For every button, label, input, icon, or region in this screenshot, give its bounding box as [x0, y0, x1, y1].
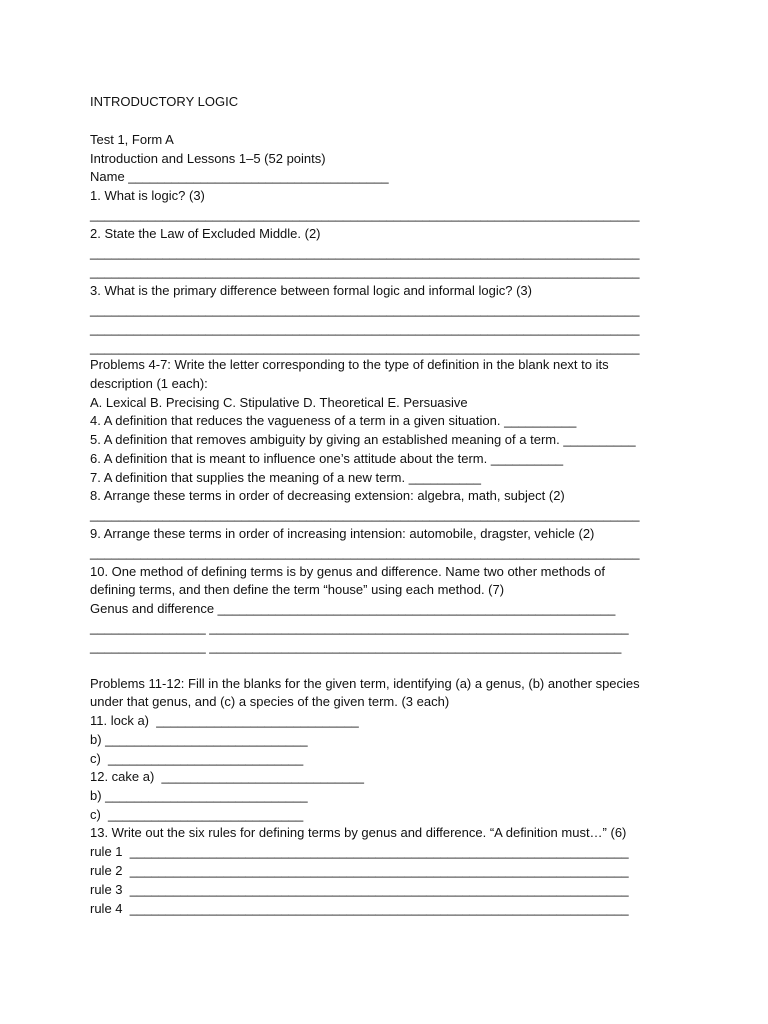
definition-options: A. Lexical B. Precising C. Stipulative D. Theoretical E. Persuasive: [90, 395, 468, 410]
question-2: 2. State the Law of Excluded Middle. (2): [90, 226, 321, 241]
question-13: 13. Write out the six rules for defining terms by genus and difference. “A definition must…” (6): [90, 825, 627, 840]
answer-line: ____________________________________________________________________________: [90, 245, 640, 260]
answer-line: ____________________________________________________________________________: [90, 545, 640, 560]
genus-difference-line: Genus and difference _______________________________________________________: [90, 601, 616, 616]
rule-3-line: rule 3 _____________________________________________________________________: [90, 882, 629, 897]
answer-line: ____________________________________________________________________________: [90, 302, 640, 317]
question-10: 10. One method of defining terms is by genus and difference. Name two other methods of: [90, 564, 605, 579]
test-subtitle: Introduction and Lessons 1–5 (52 points): [90, 151, 326, 166]
question-12-b: b) ____________________________: [90, 788, 308, 803]
question-11-b: b) ____________________________: [90, 732, 308, 747]
problems-11-12-instructions: Problems 11-12: Fill in the blanks for the given term, identifying (a) a genus, (b) another species: [90, 676, 640, 691]
question-10-cont: defining terms, and then define the term “house” using each method. (7): [90, 582, 505, 597]
answer-line: ____________________________________________________________________________: [90, 207, 640, 222]
document-title: INTRODUCTORY LOGIC: [90, 94, 239, 109]
question-8: 8. Arrange these terms in order of decreasing extension: algebra, math, subject (2): [90, 488, 565, 503]
question-12-a: 12. cake a) ____________________________: [90, 769, 364, 784]
problems-4-7-instructions-cont: description (1 each):: [90, 376, 208, 391]
question-11-c: c) ___________________________: [90, 751, 304, 766]
question-3: 3. What is the primary difference between formal logic and informal logic? (3): [90, 283, 532, 298]
question-9: 9. Arrange these terms in order of increasing intension: automobile, dragster, vehicle (2): [90, 526, 595, 541]
problems-11-12-instructions-cont: under that genus, and (c) a species of the given term. (3 each): [90, 694, 450, 709]
method-2-line: ________________ __________________________________________________________: [90, 620, 629, 635]
question-1: 1. What is logic? (3): [90, 188, 205, 203]
rule-2-line: rule 2 _____________________________________________________________________: [90, 863, 629, 878]
rule-1-line: rule 1 _____________________________________________________________________: [90, 844, 629, 859]
answer-line: ____________________________________________________________________________: [90, 321, 640, 336]
question-6: 6. A definition that is meant to influence one’s attitude about the term. __________: [90, 451, 564, 466]
test-form-label: Test 1, Form A: [90, 132, 174, 147]
question-5: 5. A definition that removes ambiguity by giving an established meaning of a term. __________: [90, 432, 636, 447]
question-4: 4. A definition that reduces the vagueness of a term in a given situation. __________: [90, 413, 577, 428]
answer-line: ____________________________________________________________________________: [90, 264, 640, 279]
question-7: 7. A definition that supplies the meaning of a new term. __________: [90, 470, 481, 485]
name-field: Name ____________________________________: [90, 169, 389, 184]
answer-line: ____________________________________________________________________________: [90, 340, 640, 355]
method-3-line: ________________ _________________________________________________________: [90, 639, 622, 654]
rule-4-line: rule 4 _____________________________________________________________________: [90, 901, 629, 916]
answer-line: ____________________________________________________________________________: [90, 507, 640, 522]
question-11-a: 11. lock a) ____________________________: [90, 713, 359, 728]
problems-4-7-instructions: Problems 4-7: Write the letter corresponding to the type of definition in the blank next to its: [90, 357, 609, 372]
question-12-c: c) ___________________________: [90, 807, 304, 822]
